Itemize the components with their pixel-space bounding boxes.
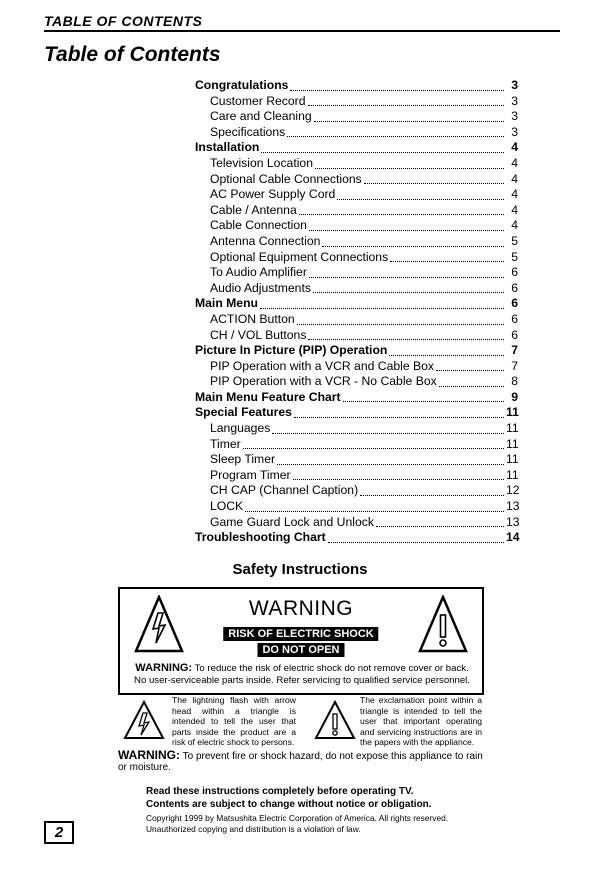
toc-entry[interactable]: [195, 483, 518, 499]
toc-entry[interactable]: [195, 109, 518, 125]
toc-entry-label: Antenna Connection: [210, 233, 321, 248]
toc-entry-label: PIP Operation with a VCR - No Cable Box: [210, 374, 437, 389]
toc-leader-dots: [272, 423, 504, 434]
toc-entry-page: 3: [511, 124, 518, 139]
footer-copyright: [146, 813, 448, 834]
toc-entry[interactable]: [195, 359, 518, 375]
toc-entry-page: 7: [511, 358, 518, 373]
toc-entry-page: 3: [511, 109, 518, 124]
toc-entry-page: 6: [511, 311, 518, 326]
running-header: TABLE OF CONTENTS: [44, 13, 203, 29]
toc-entry-label: Optional Equipment Connections: [210, 249, 389, 264]
toc-entry[interactable]: [195, 140, 518, 156]
toc-entry-page: 12: [506, 483, 520, 498]
toc-entry[interactable]: [195, 421, 518, 437]
toc-leader-dots: [315, 158, 504, 169]
toc-entry-page: 4: [511, 202, 518, 217]
exclamation-symbol-icon: [314, 700, 356, 742]
toc-entry-page: 4: [511, 171, 518, 186]
toc-entry-page: 4: [511, 140, 518, 155]
footer-line2: Contents are subject to change without notice or obligation.: [146, 798, 432, 810]
toc-leader-dots: [328, 532, 504, 543]
toc-entry-page: 9: [511, 389, 518, 404]
toc-leader-dots: [389, 345, 504, 356]
toc-entry[interactable]: [195, 172, 518, 188]
toc-leader-dots: [313, 282, 504, 293]
toc-entry-page: 5: [511, 249, 518, 264]
toc-entry[interactable]: [195, 94, 518, 110]
toc-entry-page: 6: [511, 280, 518, 295]
toc-entry-page: 3: [511, 78, 518, 92]
toc-entry-label: Congratulations: [195, 78, 289, 92]
toc-leader-dots: [308, 95, 504, 106]
toc-entry[interactable]: [195, 405, 518, 421]
toc-entry-label: Program Timer: [210, 467, 291, 482]
toc-entry[interactable]: [195, 328, 518, 344]
toc-entry-label: Troubleshooting Chart: [195, 530, 326, 545]
toc-entry[interactable]: [195, 281, 518, 297]
do-not-open-badge: DO NOT OPEN: [257, 643, 344, 657]
toc-leader-dots: [260, 298, 504, 309]
toc-entry[interactable]: [195, 203, 518, 219]
copyright-line: Copyright 1999 by Matsushita Electric Corporation of America. All rights reserved.: [146, 813, 449, 823]
toc-entry-label: Optional Cable Connections: [210, 171, 362, 186]
safety-instructions-title: Safety Instructions: [232, 561, 368, 578]
toc-leader-dots: [297, 314, 504, 325]
toc-entry-label: Game Guard Lock and Unlock: [210, 514, 374, 529]
exclamation-explanation: The exclamation point within a triangle is intended to tell the user that important operating and servicing instructions are in the papers with the appliance.: [360, 695, 482, 748]
toc-entry-label: Main Menu Feature Chart: [195, 389, 341, 404]
toc-entry-page: 4: [511, 218, 518, 233]
toc-entry-page: 11: [506, 405, 519, 420]
toc-entry[interactable]: [195, 78, 518, 94]
toc-entry-label: Timer: [210, 436, 241, 451]
toc-leader-dots: [360, 485, 504, 496]
toc-entry-label: To Audio Amplifier: [210, 265, 307, 280]
toc-entry-page: 3: [511, 93, 518, 108]
toc-leader-dots: [294, 407, 504, 418]
header-rule: [44, 30, 560, 32]
toc-entry[interactable]: [195, 343, 518, 359]
toc-entry-page: 5: [511, 233, 518, 248]
toc-entry-label: CH CAP (Channel Caption): [210, 483, 359, 498]
toc-leader-dots: [337, 189, 504, 200]
toc-leader-dots: [277, 454, 504, 465]
toc-leader-dots: [309, 220, 504, 231]
toc-entry-label: Audio Adjustments: [210, 280, 311, 295]
toc-leader-dots: [287, 126, 504, 137]
toc-entry[interactable]: [195, 187, 518, 203]
toc-entry-page: 13: [506, 499, 520, 514]
toc-entry-label: Specifications: [210, 124, 286, 139]
toc-entry-page: 6: [511, 327, 518, 342]
toc-entry-page: 11: [506, 467, 519, 482]
toc-leader-dots: [390, 251, 504, 262]
toc-leader-dots: [308, 329, 504, 340]
toc-entry-page: 13: [506, 514, 520, 529]
toc-entry-page: 11: [506, 436, 519, 451]
warning-text-line2: No user-serviceable parts inside. Refer servicing to qualified service personnel.: [134, 675, 470, 686]
toc-entry[interactable]: [195, 515, 518, 531]
table-of-contents: [195, 78, 518, 546]
final-warning-text: To prevent fire or shock hazard, do not expose this appliance to rain or moisture.: [118, 751, 483, 773]
toc-leader-dots: [243, 438, 504, 449]
toc-entry-page: 11: [506, 421, 519, 436]
toc-entry[interactable]: [195, 218, 518, 234]
toc-leader-dots: [364, 173, 504, 184]
toc-entry-label: Television Location: [210, 155, 313, 170]
toc-entry-label: ACTION Button: [210, 311, 295, 326]
footer-notice: [146, 786, 432, 811]
warning-label: WARNING:: [135, 662, 193, 674]
toc-entry-label: Care and Cleaning: [210, 109, 312, 124]
toc-entry[interactable]: [195, 250, 518, 266]
toc-entry[interactable]: [195, 234, 518, 250]
toc-leader-dots: [293, 469, 504, 480]
toc-entry-page: 7: [511, 343, 518, 358]
toc-entry[interactable]: [195, 452, 518, 468]
toc-entry[interactable]: [195, 156, 518, 172]
toc-leader-dots: [299, 204, 504, 215]
toc-leader-dots: [376, 516, 504, 527]
lightning-explanation: The lightning flash with arrow head within a triangle is intended to tell the user that parts inside the product are a risk of electric shock to persons.: [172, 695, 296, 748]
toc-entry-label: Picture In Picture (PIP) Operation: [195, 343, 388, 358]
risk-of-electric-shock-badge: RISK OF ELECTRIC SHOCK: [223, 627, 378, 641]
toc-entry[interactable]: [195, 468, 518, 484]
toc-leader-dots: [245, 501, 504, 512]
final-warning-label: WARNING:: [118, 748, 180, 762]
toc-leader-dots: [439, 376, 504, 387]
toc-entry-label: Customer Record: [210, 93, 306, 108]
toc-entry[interactable]: [195, 499, 518, 515]
toc-entry-label: PIP Operation with a VCR and Cable Box: [210, 358, 435, 373]
toc-entry-label: Cable / Antenna: [210, 202, 297, 217]
footer-line1: Read these instructions completely before operating TV.: [146, 786, 414, 797]
toc-leader-dots: [436, 360, 504, 371]
warning-heading: WARNING: [248, 597, 354, 620]
toc-leader-dots: [261, 142, 504, 153]
toc-entry-page: 11: [506, 452, 519, 467]
toc-entry-page: 14: [506, 530, 520, 545]
toc-entry-label: Main Menu: [195, 296, 258, 311]
toc-entry-label: LOCK: [210, 499, 244, 514]
toc-entry-label: CH / VOL Buttons: [210, 327, 307, 342]
warning-text-line1: To reduce the risk of electric shock do not remove cover or back.: [194, 663, 469, 674]
lightning-symbol-icon: [123, 700, 165, 742]
toc-leader-dots: [309, 267, 504, 278]
toc-entry-page: 4: [511, 187, 518, 202]
toc-entry-label: Languages: [210, 421, 271, 436]
toc-entry-label: Special Features: [195, 405, 292, 420]
toc-leader-dots: [314, 111, 504, 122]
toc-entry-label: AC Power Supply Cord: [210, 187, 336, 202]
unauthorized-line: Unauthorized copying and distribution is a violation of law.: [146, 823, 361, 834]
toc-entry[interactable]: [195, 296, 518, 312]
toc-entry-page: 4: [511, 155, 518, 170]
toc-entry-label: Cable Connection: [210, 218, 307, 233]
toc-entry-page: 6: [511, 296, 518, 311]
toc-entry[interactable]: [195, 374, 518, 390]
toc-entry-page: 6: [511, 265, 518, 280]
final-warning: [118, 750, 488, 773]
toc-entry[interactable]: [195, 530, 518, 546]
toc-leader-dots: [343, 391, 504, 402]
toc-entry[interactable]: [195, 265, 518, 281]
warning-text: [126, 662, 478, 687]
page-number: 2: [44, 821, 74, 844]
toc-leader-dots: [290, 80, 504, 91]
toc-entry[interactable]: [195, 125, 518, 141]
toc-entry[interactable]: [195, 312, 518, 328]
toc-entry[interactable]: [195, 437, 518, 453]
toc-entry-label: Installation: [195, 140, 260, 155]
warning-box: [118, 587, 484, 695]
toc-entry-label: Sleep Timer: [210, 452, 276, 467]
toc-leader-dots: [322, 236, 504, 247]
toc-entry-page: 8: [511, 374, 518, 389]
page-title: Table of Contents: [44, 43, 221, 66]
toc-entry[interactable]: [195, 390, 518, 406]
